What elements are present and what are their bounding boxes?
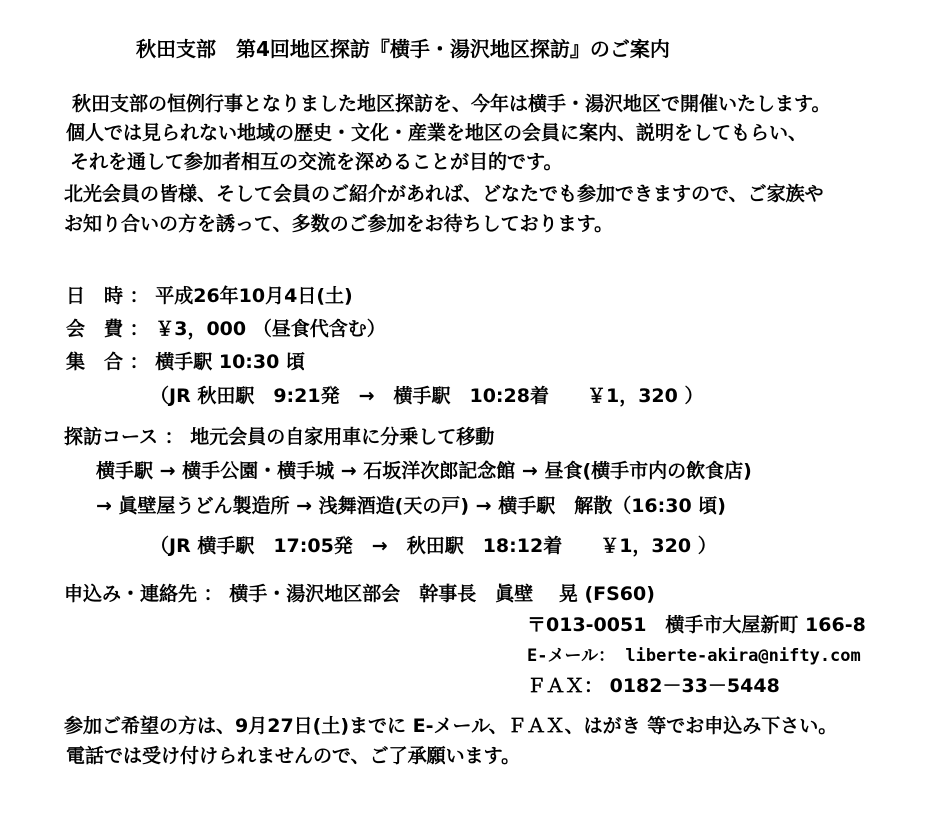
contact-fax: ＦＡＸ： 0182－33－5448 bbox=[527, 675, 780, 697]
meeting-point: 集 合 ： 横手駅 10:30 頃 bbox=[66, 351, 305, 373]
intro-line-1: 秋田支部の恒例行事となりました地区探訪を、今年は横手・湯沢地区で開催いたします。 bbox=[72, 93, 831, 115]
intro-line-3: それを通して参加者相互の交流を深めることが目的です。 bbox=[70, 151, 563, 173]
train-outbound: （JR 秋田駅 9:21発 → 横手駅 10:28着 ￥1，320 ） bbox=[150, 385, 704, 407]
contact-label: 申込み・連絡先 ： 横手・湯沢地区部会 幹事長 眞壁 晃 (FS60) bbox=[64, 583, 655, 605]
course-header: 探訪コース ： 地元会員の自家用車に分乗して移動 bbox=[64, 426, 495, 448]
train-return: （JR 横手駅 17:05発 → 秋田駅 18:12着 ￥1，320 ） bbox=[150, 535, 717, 557]
page-title: 秋田支部 第4回地区探訪『横手・湯沢地区探訪』のご案内 bbox=[136, 37, 670, 61]
closing-line-1: 参加ご希望の方は、9月27日(土)までに E-メール、ＦＡＸ、はがき 等でお申込み下さい。 bbox=[64, 715, 838, 737]
closing-line-2: 電話では受け付けられませんので、ご了承願います。 bbox=[66, 745, 521, 767]
course-line-2: → 眞壁屋うどん製造所 → 浅舞酒造(天の戸) → 横手駅 解散（16:30 頃) bbox=[96, 495, 726, 517]
intro-line-5: お知り合いの方を誘って、多数のご参加をお待ちしております。 bbox=[64, 213, 614, 235]
intro-line-2: 個人では見られない地域の歴史・文化・産業を地区の会員に案内、説明をしてもらい、 bbox=[66, 122, 808, 144]
event-fee: 会 費 ： ￥3，000 （昼食代含む） bbox=[66, 318, 386, 340]
intro-line-4: 北光会員の皆様、そして会員のご紹介があれば、どなたでも参加できますので、ご家族や bbox=[64, 183, 824, 205]
contact-address: 〒013-0051 横手市大屋新町 166-8 bbox=[527, 614, 866, 636]
event-date: 日 時 ： 平成26年10月4日(土) bbox=[66, 285, 353, 307]
contact-email: E-メール： liberte-akira@nifty.com bbox=[527, 646, 861, 666]
course-line-1: 横手駅 → 横手公園・横手城 → 石坂洋次郎記念館 → 昼食(横手市内の飲食店) bbox=[96, 460, 752, 482]
